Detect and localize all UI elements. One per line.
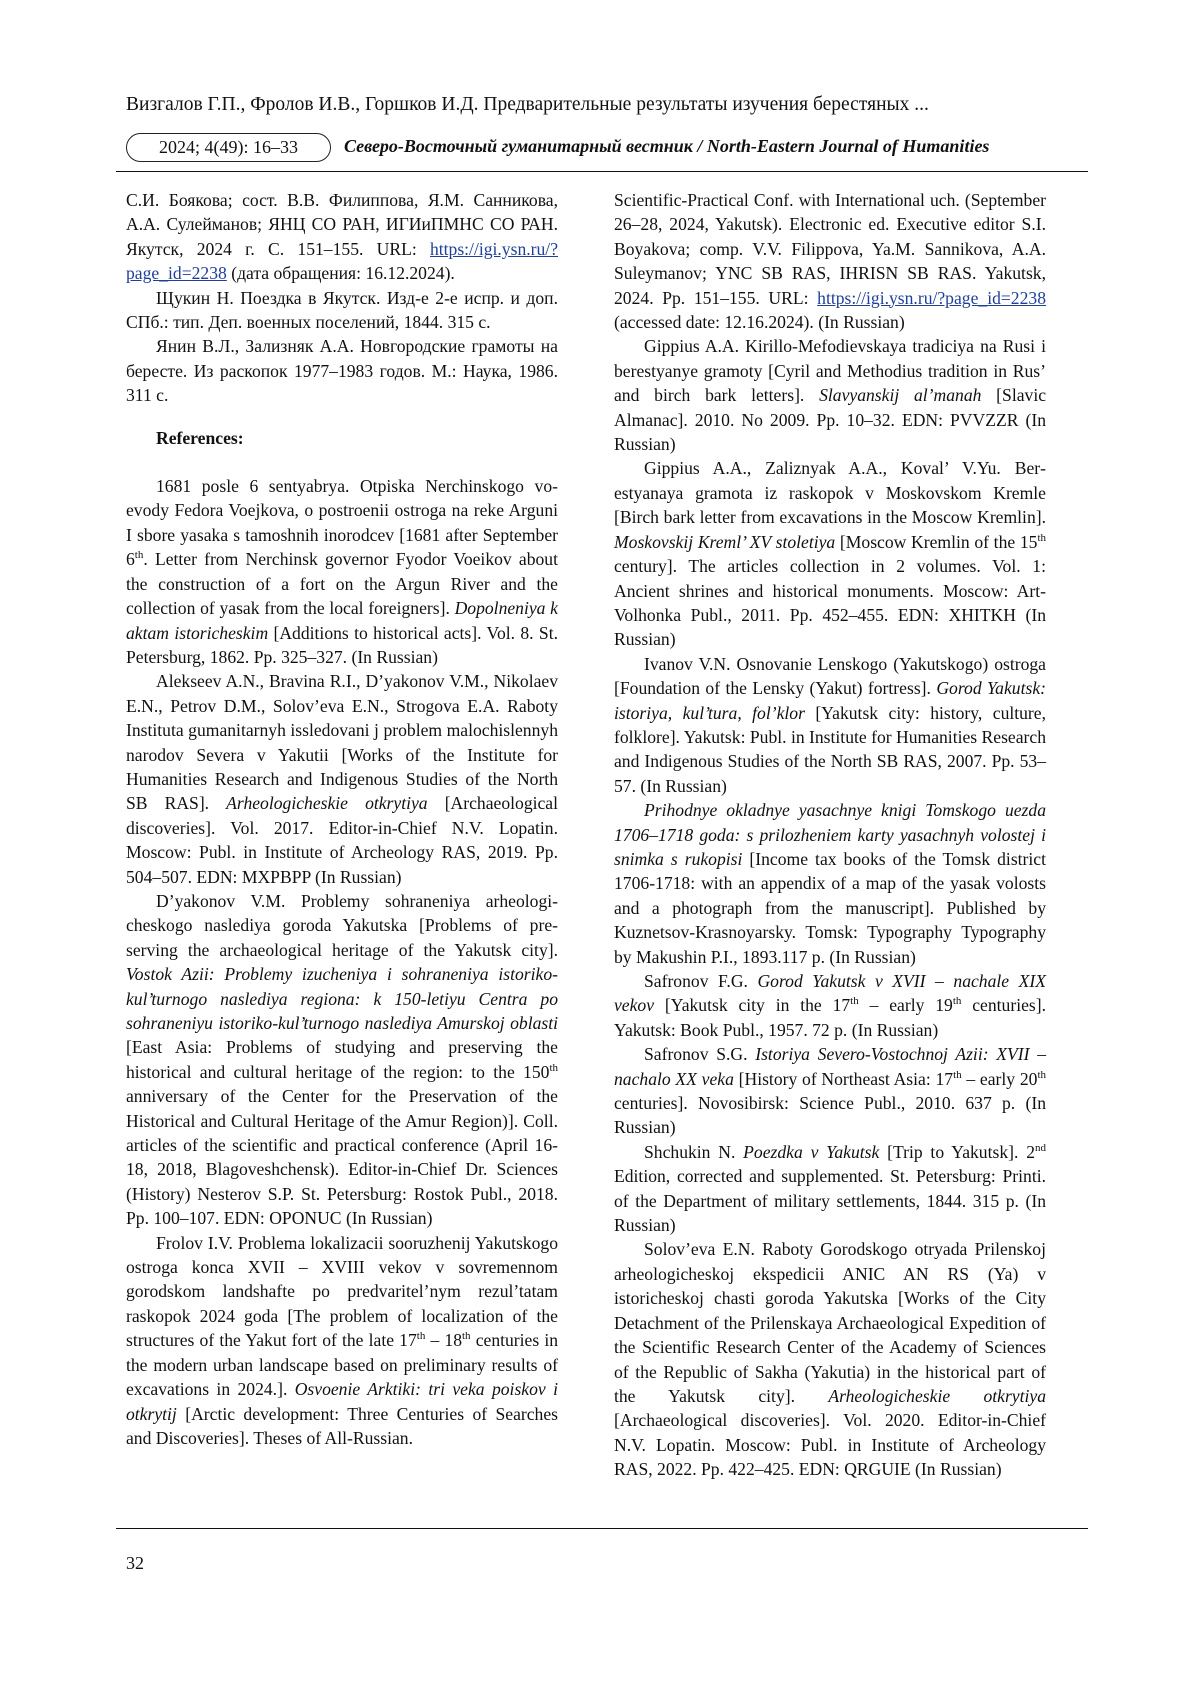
reference-gippius-zaliznyak: Gippius A.A., Zaliznyak A.A., Koval’ V.Yu. Berestyanaya gramota iz raskopok v Moskovskom Kremle [Birch bark letter from excavations in the Moscow Kremlin]. Moskovskij Kreml’ XV stoletiya [Moscow Kremlin of the 15th century]. The articles collection in 2 volumes. Vol. 1: Ancient shrines and historical monuments. Moscow: Art-Volhonka Publ., 2011. Pp. 452–455. EDN: XHITKH (In Russian) xyxy=(614,458,1047,650)
right-column xyxy=(614,188,1046,1482)
page-number: 32 xyxy=(126,1553,144,1573)
reference-url-link[interactable]: https://igi.ysn.ru/?page_id=2238 xyxy=(817,287,1046,308)
header-rule xyxy=(116,171,1088,172)
reference-ivanov: Ivanov V.N. Osnovanie Lenskogo (Yakutskogo) ostroga [Foundation of the Lensky (Yakut) fortress]. Gorod Yakutsk: istoriya, kul’tura, fol’klor [Yakutsk city: history, culture, folklore]. Yakutsk: Publ. in Institute for Humanities Research and Indigenous Studies of the North SB RAS, 2007. Pp. 53–57. (In Russian) xyxy=(614,653,1047,796)
issue-badge: 2024; 4(49): 16–33 xyxy=(126,133,331,162)
reference-yanin-ru: Янин В.Л., Зализняк А.А. Новгородские грамоты на бересте. Из раскопок 1977–1983 годов. М.: Наука, 1986. 311 с. xyxy=(126,336,558,406)
reference-frolov: Frolov I.V. Problema lokalizacii sooruzhenij Yakutskogo ostroga konca XVII – XVIII vekov v sovremennom gorodskom landshafte po predvaritel’nym rezul’tatam raskopok 2024 goda [The problem of localization of the structures of the Yakut fort of the late 17th – 18th centuries in the modern urban landscape based on preliminary results of excavations in 2024.]. Osvoenie Arktiki: tri veka poiskov i otkrytij [Arctic development: Three Centuries of Searches and Discoveries]. Theses of All-Russian. xyxy=(126,1232,559,1448)
reference-dyakonov: D’yakonov V.M. Problemy sohraneniya arheologicheskogo naslediya goroda Yakutska [Problems of preserving the archaeological heritage of the Yakutsk city]. Vostok Azii: Problemy izucheniya i sohraneniya istoriko-kul’turnogo naslediya regiona: k 150-letiyu Centra po sohraneniyu istoriko-kul’turnogo naslediya Amurskoj oblasti [East Asia: Problems of studying and preserving the historical and cultural heritage of the region: to the 150th anniversary of the Center for the Preservation of the Historical and Cultural Heritage of the Amur Region)]. Coll. articles of the scientific and practical conference (April 16-18, 2018, Blagoveshchensk). Editor-in-Chief Dr. Sciences (History) Nesterov S.P. St. Petersburg: Rostok Publ., 2018. Pp. 100–107. EDN: OPONUC (In Russian) xyxy=(126,890,558,1229)
reference-alekseev: Alekseev A.N., Bravina R.I., D’yakonov V.M., Nikolaev E.N., Petrov D.M., Solov’eva E.N., Strogova E.A. Raboty Instituta gumanitarnyh issledovani j problem malochislennyh narodov Severa v Yakutii [Works of the Institute for Humanities Research and Indigenous Studies of the North SB RAS]. Arheologicheskie otkrytiya [Archaeological discoveries]. Vol. 2017. Editor-in-Chief N.V. Lopatin. Moscow: Publ. in Institute of Archeology RAS, 2019. Pp. 504–507. EDN: MXPBPP (In Russian) xyxy=(126,671,559,887)
reference-url-link[interactable]: https://igi.ysn.ru/?page_id=2238 xyxy=(126,238,558,284)
references-heading: References: xyxy=(156,427,244,448)
journal-title: Северо-Восточный гуманитарный вестник / North-Eastern Journal of Humanities xyxy=(344,136,990,156)
reference-shchukin-en: Shchukin N. Poezdka v Yakutsk [Trip to Yakutsk]. 2nd Edition, corrected and supplemented. St. Petersburg: Printi. of the Department of military settlements, 1844. 315 p. (In Russian) xyxy=(614,1141,1046,1236)
footer-rule xyxy=(116,1528,1088,1529)
journal-info xyxy=(126,133,1086,165)
reference-soloveva: Solov’eva E.N. Raboty Gorodskogo otryada Prilenskoj arheologicheskoj ekspedicii ANIC AN RS (Ya) v istoricheskoj chasti goroda Yakutska [Works of the City Detachment of the Prilenskaya Archaeological Expedition of the Scientific Research Center of the Academy of Sciences of the Republic of Sakha (Yakutia) in the historical part of the Yakutsk city]. Arheologicheskie otkrytiya [Archaeological discoveries]. Vol. 2020. Editor-in-Chief N.V. Lopatin. Moscow: Publ. in Institute of Archeology RAS, 2022. Pp. 422–425. EDN: QRGUIE (In Russian) xyxy=(614,1239,1046,1480)
reference-gippius: Gippius A.A. Kirillo-Mefodievskaya tradiciya na Rusi i berestyanye gramoty [Cyril and Methodius tradition in Rus’ and birch bark letters]. Slavyanskij al’manah [Slavic Almanac]. 2010. No 2009. Pp. 10–32. EDN: PVVZZR (In Russian) xyxy=(614,336,1047,455)
reference-safronov-sg: Safronov S.G. Istoriya Severo-Vostochnoj Azii: XVII – nachalo XX veka [History of Northeast Asia: 17th – early 20th centuries]. Novosibirsk: Science Publ., 2010. 637 p. (In Russian) xyxy=(614,1044,1046,1138)
reference-1681: 1681 posle 6 sentyabrya. Otpiska Nerchinskogo voevody Fedora Voejkova, o postroenii ostroga na reke Arguni I sbore yasaka s tamoshnih inorodcev [1681 after September 6th. Letter from Nerchinsk governor Fyodor Voeikov about the construction of a fort on the Argun River and the collection of yasak from the local foreigners]. Dopolneniya k aktam istoricheskim [Additions to historical acts]. Vol. 8. St. Petersburg, 1862. Pp. 325–327. (In Russian) xyxy=(126,476,558,667)
reference-continuation: Scientific-Practical Conf. with International uch. (September 26–28, 2024, Yakutsk). Electronic ed. Executive editor S.I. Boyakova; comp. V.V. Filippova, Ya.M. Sannikova, A.A. Suleymanov; YNC SB RAS, IHRISN SB RAS. Yakutsk, 2024. Pp. 151–155. URL: https://igi.ysn.ru/?page_id=2238 (accessed date: 12.16.2024). (In Russian) xyxy=(614,190,1046,333)
reference-boyakova: С.И. Боякова; сост. В.В. Филиппова, Я.М. Санникова, А.А. Сулейманов; ЯНЦ СО РАН, ИГИиПМНС СО РАН. Якутск, 2024 г. С. 151–155. URL: https://igi.ysn.ru/?page_id=2238 (дата обращения: 16.12.2024). xyxy=(126,190,558,284)
reference-safronov-fg: Safronov F.G. Gorod Yakutsk v XVII – nachale XIX vekov [Yakutsk city in the 17th – early 19th centuries]. Yakutsk: Book Publ., 1957. 72 p. (In Russian) xyxy=(614,971,1046,1040)
left-column xyxy=(126,188,558,1450)
running-header: Визгалов Г.П., Фролов И.В., Горшков И.Д. Предварительные результаты изучения берестяных ... xyxy=(126,94,929,115)
reference-shchukin-ru: Щукин Н. Поездка в Якутск. Изд-е 2-е испр. и доп. СПб.: тип. Деп. военных поселений, 1844. 315 с. xyxy=(126,287,558,333)
reference-prihodnye: Prihodnye okladnye yasachnye knigi Tomskogo uezda 1706–1718 goda: s prilozheniem karty yasachnyh volostej i snimka s rukopisi [Income tax books of the Tomsk district 1706-1718: with an appendix of a map of the yasak volosts and a photograph from the manuscript]. Published by Kuznetsov-Krasnoyarsky. Tomsk: Typography Typography by Makushin P.I., 1893.117 p. (In Russian) xyxy=(614,800,1047,967)
